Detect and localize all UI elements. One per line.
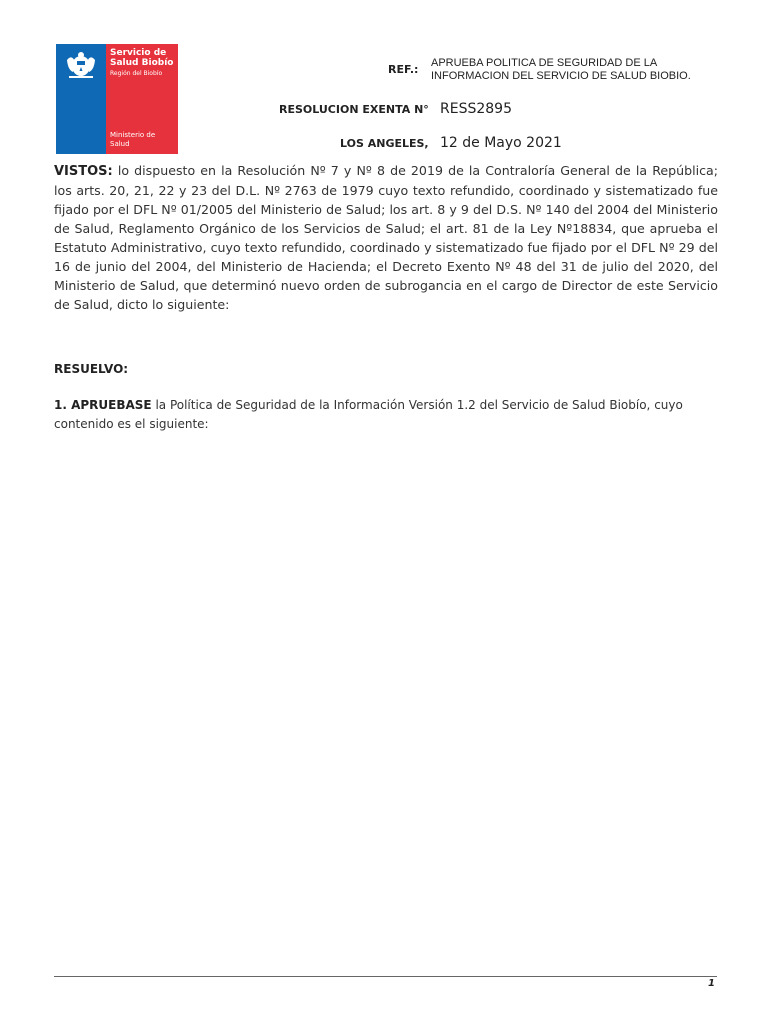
logo-title: Servicio de Salud Biobío — [110, 48, 174, 68]
item1-label: 1. APRUEBASE — [54, 398, 152, 412]
logo-subtitle: Región del Biobío — [110, 70, 163, 77]
vistos-text: lo dispuesto en la Resolución Nº 7 y Nº 8 de 2019 de la Contraloría General de la República; los arts. 20, 21, 22 y 23 del D.L. Nº 2763 de 1979 cuyo texto refundido, coordinado y sistematizado fue fijado por el DFL Nº 01/2005 del Ministerio de Salud; los art. 8 y 9 del D.S. Nº 140 del 2004 del Ministerio de Salud, Reglamento Orgánico de los Servicios de Salud; el art. 81 de la Ley Nº18834, que aprueba el Estatuto Administrativo, cuyo texto refundido, coordinado y sistematizado fue fijado por el DFL Nº 29 del 16 de junio del 2004, del Ministerio de Hacienda; el Decreto Exento Nº 48 del 31 de julio del 2020, del Ministerio de Salud, que determinó nuevo orden de subrogancia en el cargo de Director de este Servicio de Salud, dicto lo siguiente: — [54, 163, 718, 312]
logo-ministry: Ministerio de Salud — [110, 131, 156, 148]
logo-red-panel — [106, 44, 178, 154]
resuelvo-heading: RESUELVO: — [54, 362, 129, 376]
logo-blue-panel — [56, 44, 106, 154]
resolution-item-1 — [54, 396, 714, 434]
page-number: 1 — [708, 978, 715, 989]
resolution-label: RESOLUCION EXENTA N° — [279, 103, 429, 116]
item1-text: la Política de Seguridad de la Información Versión 1.2 del Servicio de Salud Biobío, cuyo contenido es el siguiente: — [54, 398, 683, 431]
city-label: LOS ANGELES, — [340, 137, 429, 150]
vistos-label: VISTOS: — [54, 164, 113, 179]
resolution-number: RESS2895 — [440, 101, 512, 117]
vistos-paragraph — [54, 161, 718, 314]
ref-text: APRUEBA POLITICA DE SEGURIDAD DE LA INFORMACION DEL SERVICIO DE SALUD BIOBIO. — [431, 57, 691, 82]
resolution-date: 12 de Mayo 2021 — [440, 135, 562, 151]
chile-coat-of-arms-icon — [63, 50, 99, 80]
institution-logo — [56, 44, 178, 154]
footer-divider — [54, 976, 717, 977]
ref-label: REF.: — [388, 63, 419, 76]
